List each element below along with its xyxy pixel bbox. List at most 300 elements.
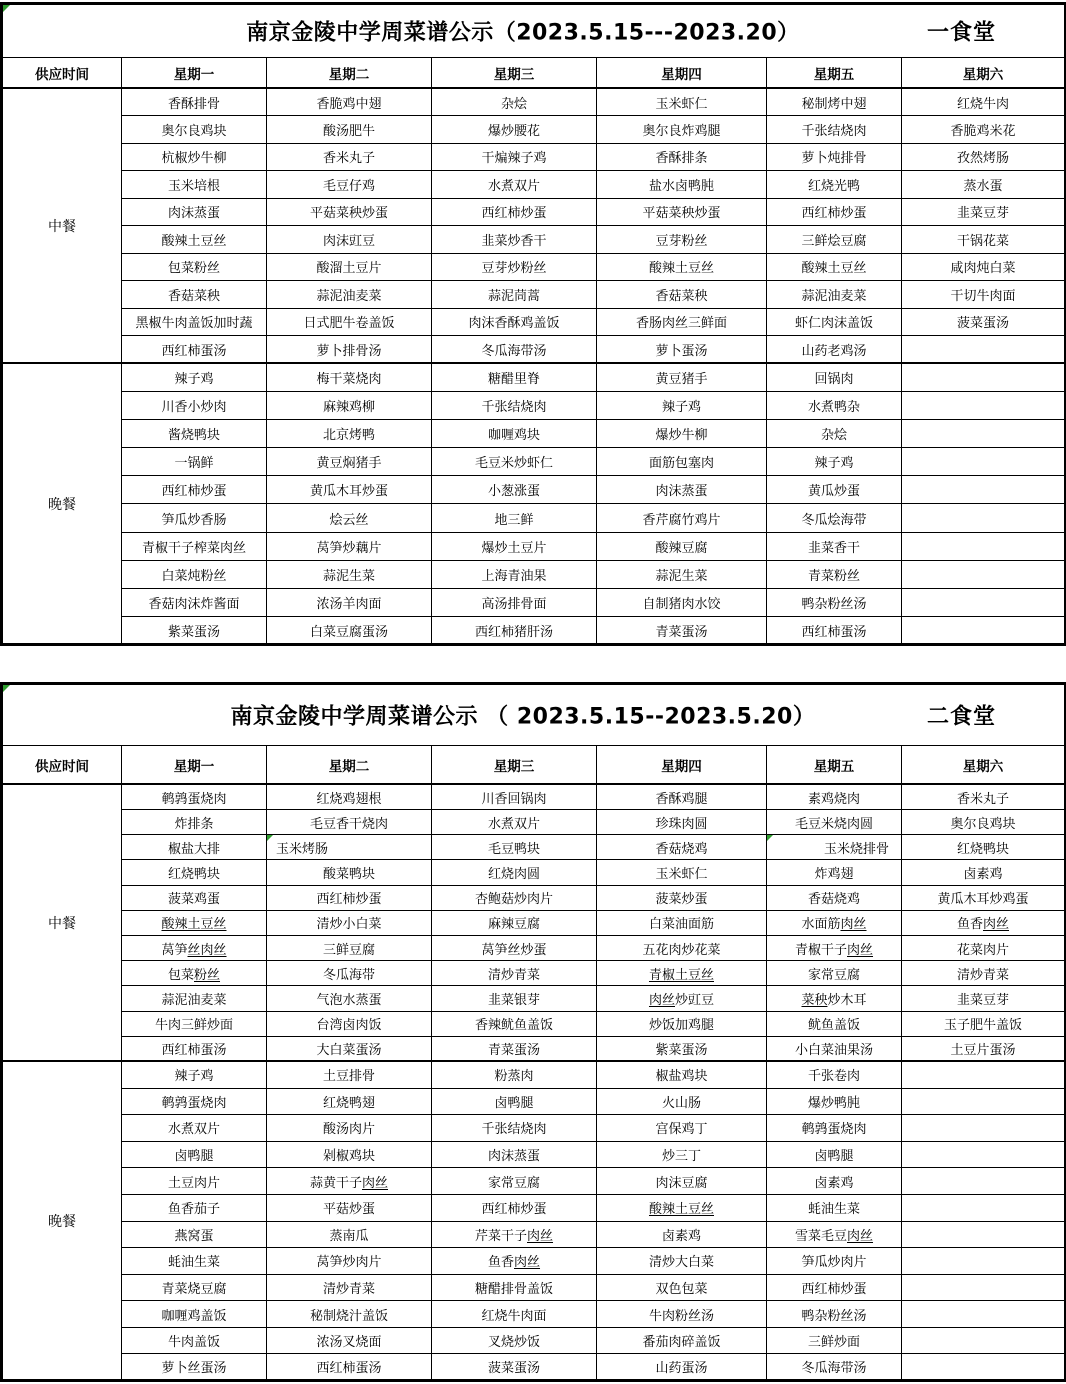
menu-cell: 炒三丁	[597, 1141, 767, 1168]
menu-cell	[902, 560, 1066, 588]
menu-cell: 萝卜排骨汤	[267, 336, 432, 364]
menu-cell: 韭菜豆芽	[902, 198, 1066, 226]
menu-cell: 辣子鸡	[122, 1061, 267, 1088]
menu-cell: 玉米虾仁	[597, 860, 767, 885]
menu-cell: 卤素鸡	[597, 1221, 767, 1248]
lunch-label: 中餐	[2, 88, 122, 363]
menu-cell: 酸汤肥牛	[267, 116, 432, 144]
menu-cell: 辣子鸡	[122, 363, 267, 391]
menu-cell: 青菜粉丝	[767, 560, 902, 588]
menu-cell: 莴笋丝肉丝	[122, 936, 267, 961]
menu-cell: 玉米烤肠	[267, 835, 432, 860]
menu-cell: 酸辣土豆丝	[597, 253, 767, 281]
menu-cell: 莴笋炒藕片	[267, 532, 432, 560]
error-indicator-icon	[267, 835, 273, 841]
menu-cell: 雪菜毛豆肉丝	[767, 1221, 902, 1248]
menu-row	[2, 171, 1066, 199]
menu-cell: 椒盐鸡块	[597, 1061, 767, 1088]
menu-cell: 千张结烧肉	[767, 116, 902, 144]
menu-cell: 蒸水蛋	[902, 171, 1066, 199]
menu-cell: 黄瓜木耳炒鸡蛋	[902, 885, 1066, 910]
menu-cell: 杭椒炒牛柳	[122, 143, 267, 171]
menu-cell: 水煮双片	[432, 810, 597, 835]
menu-cell: 香脆鸡米花	[902, 116, 1066, 144]
menu-cell: 千张卷肉	[767, 1061, 902, 1088]
menu-cell: 清炒大白菜	[597, 1248, 767, 1275]
menu-cell: 清炒小白菜	[267, 910, 432, 935]
menu-cell: 酱烧鸭块	[122, 419, 267, 447]
canteen1-header-row	[2, 58, 1066, 89]
menu-cell: 烩云丝	[267, 504, 432, 532]
menu-cell: 青椒干子榨菜肉丝	[122, 532, 267, 560]
menu-cell	[902, 1194, 1066, 1221]
menu-cell: 青菜蛋汤	[597, 617, 767, 645]
menu-cell: 双色包菜	[597, 1274, 767, 1301]
menu-cell: 青椒干子肉丝	[767, 936, 902, 961]
menu-cell: 爆炒腰花	[432, 116, 597, 144]
menu-row	[2, 784, 1066, 809]
menu-cell: 包菜粉丝	[122, 253, 267, 281]
menu-cell: 香脆鸡中翅	[267, 88, 432, 116]
lunch-label: 中餐	[2, 784, 122, 1061]
menu-cell: 西红柿炒蛋	[122, 476, 267, 504]
menu-cell: 萝卜丝蛋汤	[122, 1354, 267, 1381]
menu-cell	[902, 391, 1066, 419]
menu-cell: 清炒青菜	[902, 961, 1066, 986]
menu-row	[2, 226, 1066, 254]
dinner-label: 晚餐	[2, 363, 122, 645]
menu-cell: 干煸辣子鸡	[432, 143, 597, 171]
menu-cell: 卤鸭腿	[767, 1141, 902, 1168]
menu-cell: 西红柿蛋汤	[267, 1354, 432, 1381]
menu-cell: 酸辣豆腐	[597, 532, 767, 560]
menu-cell: 蒸南瓜	[267, 1221, 432, 1248]
menu-cell: 鱿鱼盖饭	[767, 1011, 902, 1036]
menu-cell	[902, 1301, 1066, 1328]
menu-row	[2, 1088, 1066, 1115]
menu-cell: 气泡水蒸蛋	[267, 986, 432, 1011]
day-header: 星期二	[267, 58, 432, 89]
menu-cell: 莴笋炒肉片	[267, 1248, 432, 1275]
menu-cell: 香肠肉丝三鲜面	[597, 308, 767, 336]
menu-cell: 土豆片蛋汤	[902, 1036, 1066, 1061]
menu-cell: 平菇炒蛋	[267, 1194, 432, 1221]
menu-cell: 炸排条	[122, 810, 267, 835]
menu-cell: 黄瓜炒蛋	[767, 476, 902, 504]
menu-cell: 青菜蛋汤	[432, 1036, 597, 1061]
menu-cell: 上海青油果	[432, 560, 597, 588]
menu-row	[2, 308, 1066, 336]
menu-cell: 孜然烤肠	[902, 143, 1066, 171]
menu-cell: 菠菜鸡蛋	[122, 885, 267, 910]
menu-cell: 笋瓜炒香肠	[122, 504, 267, 532]
menu-cell: 卤素鸡	[902, 860, 1066, 885]
canteen1-title: 南京金陵中学周菜谱公示（2023.5.15---2023.20）	[246, 20, 800, 46]
day-header: 星期三	[432, 58, 597, 89]
day-header: 星期四	[597, 746, 767, 785]
menu-row	[2, 363, 1066, 391]
menu-cell: 酸辣土豆丝	[767, 253, 902, 281]
menu-cell: 西红柿蛋汤	[122, 336, 267, 364]
menu-cell: 毛豆米炒虾仁	[432, 448, 597, 476]
menu-cell: 酸菜鸭块	[267, 860, 432, 885]
menu-row	[2, 391, 1066, 419]
menu-cell: 蒜泥茼蒿	[432, 281, 597, 309]
menu-cell: 玉子肥牛盖饭	[902, 1011, 1066, 1036]
menu-cell: 香芹腐竹鸡片	[597, 504, 767, 532]
menu-cell: 香菇烧鸡	[597, 835, 767, 860]
menu-row	[2, 910, 1066, 935]
menu-row	[2, 810, 1066, 835]
menu-row	[2, 986, 1066, 1011]
menu-cell: 蒜泥油麦菜	[267, 281, 432, 309]
menu-cell: 鹌鹑蛋烧肉	[122, 784, 267, 809]
menu-cell: 回锅肉	[767, 363, 902, 391]
menu-cell: 炒饭加鸡腿	[597, 1011, 767, 1036]
menu-row	[2, 504, 1066, 532]
day-header: 星期五	[767, 746, 902, 785]
menu-cell: 三鲜豆腐	[267, 936, 432, 961]
menu-cell: 鱼香肉丝	[902, 910, 1066, 935]
canteen1-name: 一食堂	[926, 20, 996, 46]
menu-cell: 酸汤肉片	[267, 1115, 432, 1142]
menu-cell: 紫菜蛋汤	[122, 617, 267, 645]
menu-cell: 酸辣土豆丝	[122, 226, 267, 254]
menu-cell: 红烧鸡翅根	[267, 784, 432, 809]
canteen1-title-row	[2, 4, 1066, 58]
menu-cell: 山药蛋汤	[597, 1354, 767, 1381]
menu-cell	[902, 1061, 1066, 1088]
menu-cell: 秘制烧汁盖饭	[267, 1301, 432, 1328]
menu-cell: 白菜豆腐蛋汤	[267, 617, 432, 645]
day-header: 星期五	[767, 58, 902, 89]
menu-cell: 菜秧炒木耳	[767, 986, 902, 1011]
menu-cell: 蒜泥生菜	[597, 560, 767, 588]
menu-cell: 豆芽炒粉丝	[432, 253, 597, 281]
menu-cell: 肉沫豆腐	[597, 1168, 767, 1195]
menu-row	[2, 1011, 1066, 1036]
menu-row	[2, 1115, 1066, 1142]
menu-row	[2, 143, 1066, 171]
menu-row	[2, 1274, 1066, 1301]
menu-cell: 西红柿蛋汤	[767, 617, 902, 645]
canteen2-title-row	[2, 684, 1066, 746]
menu-cell: 鸭杂粉丝汤	[767, 1301, 902, 1328]
menu-cell: 奥尔良鸡块	[122, 116, 267, 144]
menu-cell: 北京烤鸭	[267, 419, 432, 447]
menu-cell: 盐水卤鸭肫	[597, 171, 767, 199]
menu-cell: 花菜肉片	[902, 936, 1066, 961]
menu-cell: 一锅鲜	[122, 448, 267, 476]
menu-cell: 麻辣豆腐	[432, 910, 597, 935]
menu-cell: 梅干菜烧肉	[267, 363, 432, 391]
menu-cell: 地三鲜	[432, 504, 597, 532]
menu-cell: 干切牛肉面	[902, 281, 1066, 309]
menu-cell: 韭菜银芽	[432, 986, 597, 1011]
day-header: 星期六	[902, 58, 1066, 89]
menu-cell: 红烧光鸭	[767, 171, 902, 199]
menu-cell: 川香小炒肉	[122, 391, 267, 419]
menu-cell: 红烧鸭翅	[267, 1088, 432, 1115]
menu-cell	[902, 1088, 1066, 1115]
menu-cell: 宫保鸡丁	[597, 1115, 767, 1142]
menu-cell: 酸溜土豆片	[267, 253, 432, 281]
menu-cell: 黄豆焖猪手	[267, 448, 432, 476]
menu-cell	[902, 363, 1066, 391]
menu-cell: 土豆肉片	[122, 1168, 267, 1195]
menu-cell: 香辣鱿鱼盖饭	[432, 1011, 597, 1036]
menu-row	[2, 617, 1066, 645]
menu-cell: 黄瓜木耳炒蛋	[267, 476, 432, 504]
menu-cell: 黑椒牛肉盖饭加时蔬	[122, 308, 267, 336]
menu-cell: 牛肉三鲜炒面	[122, 1011, 267, 1036]
menu-cell: 土豆排骨	[267, 1061, 432, 1088]
menu-cell: 香米丸子	[267, 143, 432, 171]
day-header: 星期一	[122, 58, 267, 89]
menu-cell: 五花肉炒花菜	[597, 936, 767, 961]
menu-cell	[902, 589, 1066, 617]
menu-cell: 红烧鸭块	[902, 835, 1066, 860]
menu-cell: 西红柿炒蛋	[432, 1194, 597, 1221]
menu-cell: 肉沫豇豆	[267, 226, 432, 254]
menu-cell: 番茄肉碎盖饭	[597, 1327, 767, 1354]
menu-cell: 家常豆腐	[432, 1168, 597, 1195]
menu-cell: 辣子鸡	[767, 448, 902, 476]
menu-cell: 冬瓜烩海带	[767, 504, 902, 532]
menu-cell: 咖喱鸡块	[432, 419, 597, 447]
menu-cell: 山药老鸡汤	[767, 336, 902, 364]
menu-cell: 冬瓜海带	[267, 961, 432, 986]
menu-cell: 千张结烧肉	[432, 391, 597, 419]
menu-cell: 西红柿炒蛋	[767, 198, 902, 226]
menu-cell	[902, 448, 1066, 476]
menu-cell: 蒜泥油麦菜	[122, 986, 267, 1011]
menu-cell: 水煮双片	[122, 1115, 267, 1142]
menu-cell: 鹌鹑蛋烧肉	[767, 1115, 902, 1142]
menu-cell: 菠菜蛋汤	[432, 1354, 597, 1381]
menu-cell: 西红柿炒蛋	[432, 198, 597, 226]
menu-row	[2, 532, 1066, 560]
menu-cell: 蚝油生菜	[767, 1194, 902, 1221]
menu-cell: 素鸡烧肉	[767, 784, 902, 809]
menu-row	[2, 476, 1066, 504]
menu-cell: 家常豆腐	[767, 961, 902, 986]
menu-cell: 西红柿炒蛋	[767, 1274, 902, 1301]
day-header: 星期六	[902, 746, 1066, 785]
menu-cell: 大白菜蛋汤	[267, 1036, 432, 1061]
menu-cell: 肉沫香酥鸡盖饭	[432, 308, 597, 336]
menu-cell: 毛豆仔鸡	[267, 171, 432, 199]
menu-cell: 香菇烧鸡	[767, 885, 902, 910]
menu-cell: 小葱涨蛋	[432, 476, 597, 504]
menu-cell: 鱼香茄子	[122, 1194, 267, 1221]
menu-cell: 芹菜干子肉丝	[432, 1221, 597, 1248]
canteen2-menu-table	[0, 682, 1066, 1382]
menu-cell: 粉蒸肉	[432, 1061, 597, 1088]
menu-cell: 白菜炖粉丝	[122, 560, 267, 588]
menu-cell: 萝卜蛋汤	[597, 336, 767, 364]
day-header: 星期一	[122, 746, 267, 785]
menu-cell: 自制猪肉水饺	[597, 589, 767, 617]
menu-cell: 蒜泥油麦菜	[767, 281, 902, 309]
menu-cell: 炸鸡翅	[767, 860, 902, 885]
menu-cell: 清炒青菜	[267, 1274, 432, 1301]
menu-cell: 小白菜油果汤	[767, 1036, 902, 1061]
menu-cell: 高汤排骨面	[432, 589, 597, 617]
menu-cell: 香菇菜秧	[122, 281, 267, 309]
menu-cell: 虾仁肉沫盖饭	[767, 308, 902, 336]
menu-cell: 韭菜炒香干	[432, 226, 597, 254]
menu-cell: 蒜黄干子肉丝	[267, 1168, 432, 1195]
menu-row	[2, 1327, 1066, 1354]
menu-row	[2, 885, 1066, 910]
menu-cell: 玉米烧排骨	[767, 835, 902, 860]
menu-cell: 牛肉粉丝汤	[597, 1301, 767, 1328]
menu-cell: 蒜泥生菜	[267, 560, 432, 588]
menu-cell: 包菜粉丝	[122, 961, 267, 986]
menu-row	[2, 1061, 1066, 1088]
day-header: 星期三	[432, 746, 597, 785]
menu-cell: 台湾卤肉饭	[267, 1011, 432, 1036]
menu-cell: 牛肉盖饭	[122, 1327, 267, 1354]
menu-cell: 鸭杂粉丝汤	[767, 589, 902, 617]
menu-cell: 浓汤叉烧面	[267, 1327, 432, 1354]
menu-cell: 毛豆香干烧肉	[267, 810, 432, 835]
menu-cell: 杂烩	[432, 88, 597, 116]
menu-cell: 卤鸭腿	[122, 1141, 267, 1168]
menu-cell: 毛豆鸭块	[432, 835, 597, 860]
menu-row	[2, 1168, 1066, 1195]
menu-cell: 杂烩	[767, 419, 902, 447]
menu-cell: 西红柿猪肝汤	[432, 617, 597, 645]
menu-row	[2, 936, 1066, 961]
canteen2-title: 南京金陵中学周菜谱公示 （ 2023.5.15--2023.5.20）	[230, 704, 816, 730]
menu-cell: 三鲜炒面	[767, 1327, 902, 1354]
menu-cell	[902, 1115, 1066, 1142]
menu-cell: 水面筋肉丝	[767, 910, 902, 935]
menu-row	[2, 589, 1066, 617]
menu-row	[2, 961, 1066, 986]
menu-cell: 鱼香肉丝	[432, 1248, 597, 1275]
menu-cell: 糖醋里脊	[432, 363, 597, 391]
menu-cell: 爆炒土豆片	[432, 532, 597, 560]
menu-cell: 燕窝蛋	[122, 1221, 267, 1248]
menu-cell	[902, 476, 1066, 504]
menu-cell: 红烧牛肉面	[432, 1301, 597, 1328]
menu-cell: 香酥鸡腿	[597, 784, 767, 809]
menu-cell: 菠菜蛋汤	[902, 308, 1066, 336]
menu-cell: 叉烧炒饭	[432, 1327, 597, 1354]
menu-cell: 珍珠肉圆	[597, 810, 767, 835]
menu-cell	[902, 1274, 1066, 1301]
menu-cell: 爆炒鸭肫	[767, 1088, 902, 1115]
menu-cell: 浓汤羊肉面	[267, 589, 432, 617]
serving-time-header: 供应时间	[2, 58, 122, 89]
menu-cell: 咖喱鸡盖饭	[122, 1301, 267, 1328]
menu-row	[2, 560, 1066, 588]
menu-cell	[902, 336, 1066, 364]
menu-cell: 三鲜烩豆腐	[767, 226, 902, 254]
menu-cell: 韭菜豆芽	[902, 986, 1066, 1011]
menu-cell: 水煮鸭杂	[767, 391, 902, 419]
menu-cell: 川香回锅肉	[432, 784, 597, 809]
menu-cell: 杏鲍菇炒肉片	[432, 885, 597, 910]
menu-cell: 咸肉炖白菜	[902, 253, 1066, 281]
menu-cell: 清炒青菜	[432, 961, 597, 986]
menu-cell: 韭菜香干	[767, 532, 902, 560]
menu-cell: 爆炒牛柳	[597, 419, 767, 447]
menu-cell: 水煮双片	[432, 171, 597, 199]
menu-cell: 平菇菜秧炒蛋	[597, 198, 767, 226]
serving-time-header: 供应时间	[2, 746, 122, 785]
menu-cell: 豆芽粉丝	[597, 226, 767, 254]
menu-row	[2, 88, 1066, 116]
menu-cell: 肉丝炒豇豆	[597, 986, 767, 1011]
menu-cell: 日式肥牛卷盖饭	[267, 308, 432, 336]
menu-cell: 肉沫蒸蛋	[122, 198, 267, 226]
menu-cell	[902, 617, 1066, 645]
menu-cell: 椒盐大排	[122, 835, 267, 860]
menu-cell: 糖醋排骨盖饭	[432, 1274, 597, 1301]
menu-row	[2, 1354, 1066, 1381]
menu-cell: 剁椒鸡块	[267, 1141, 432, 1168]
menu-cell	[902, 532, 1066, 560]
menu-cell: 香菇菜秧	[597, 281, 767, 309]
menu-row	[2, 253, 1066, 281]
menu-cell: 卤素鸡	[767, 1168, 902, 1195]
menu-row	[2, 448, 1066, 476]
menu-cell: 卤鸭腿	[432, 1088, 597, 1115]
menu-cell: 莴笋丝炒蛋	[432, 936, 597, 961]
menu-cell: 冬瓜海带汤	[432, 336, 597, 364]
canteen2-name: 二食堂	[926, 704, 996, 730]
menu-cell: 奥尔良鸡块	[902, 810, 1066, 835]
menu-cell: 紫菜蛋汤	[597, 1036, 767, 1061]
menu-cell: 毛豆米烧肉圆	[767, 810, 902, 835]
menu-cell: 香酥排条	[597, 143, 767, 171]
menu-cell: 白菜油面筋	[597, 910, 767, 935]
menu-cell: 香菇肉沫炸酱面	[122, 589, 267, 617]
menu-cell: 干锅花菜	[902, 226, 1066, 254]
menu-cell: 萝卜炖排骨	[767, 143, 902, 171]
canteen2-header-row	[2, 746, 1066, 785]
menu-row	[2, 1221, 1066, 1248]
menu-cell: 冬瓜海带汤	[767, 1354, 902, 1381]
menu-row	[2, 1248, 1066, 1275]
menu-row	[2, 198, 1066, 226]
menu-cell: 辣子鸡	[597, 391, 767, 419]
menu-row	[2, 336, 1066, 364]
dinner-label: 晚餐	[2, 1061, 122, 1380]
menu-cell: 千张结烧肉	[432, 1115, 597, 1142]
menu-cell: 黄豆猪手	[597, 363, 767, 391]
menu-cell	[902, 1248, 1066, 1275]
error-indicator-icon	[767, 835, 773, 841]
day-header: 星期四	[597, 58, 767, 89]
menu-cell: 蚝油生菜	[122, 1248, 267, 1275]
menu-row	[2, 1141, 1066, 1168]
menu-cell: 秘制烤中翅	[767, 88, 902, 116]
menu-row	[2, 281, 1066, 309]
menu-cell: 平菇菜秧炒蛋	[267, 198, 432, 226]
menu-cell: 菠菜炒蛋	[597, 885, 767, 910]
menu-cell: 奥尔良炸鸡腿	[597, 116, 767, 144]
menu-cell	[902, 419, 1066, 447]
menu-cell: 玉米培根	[122, 171, 267, 199]
menu-cell: 麻辣鸡柳	[267, 391, 432, 419]
menu-cell: 肉沫蒸蛋	[597, 476, 767, 504]
menu-cell: 红烧牛肉	[902, 88, 1066, 116]
